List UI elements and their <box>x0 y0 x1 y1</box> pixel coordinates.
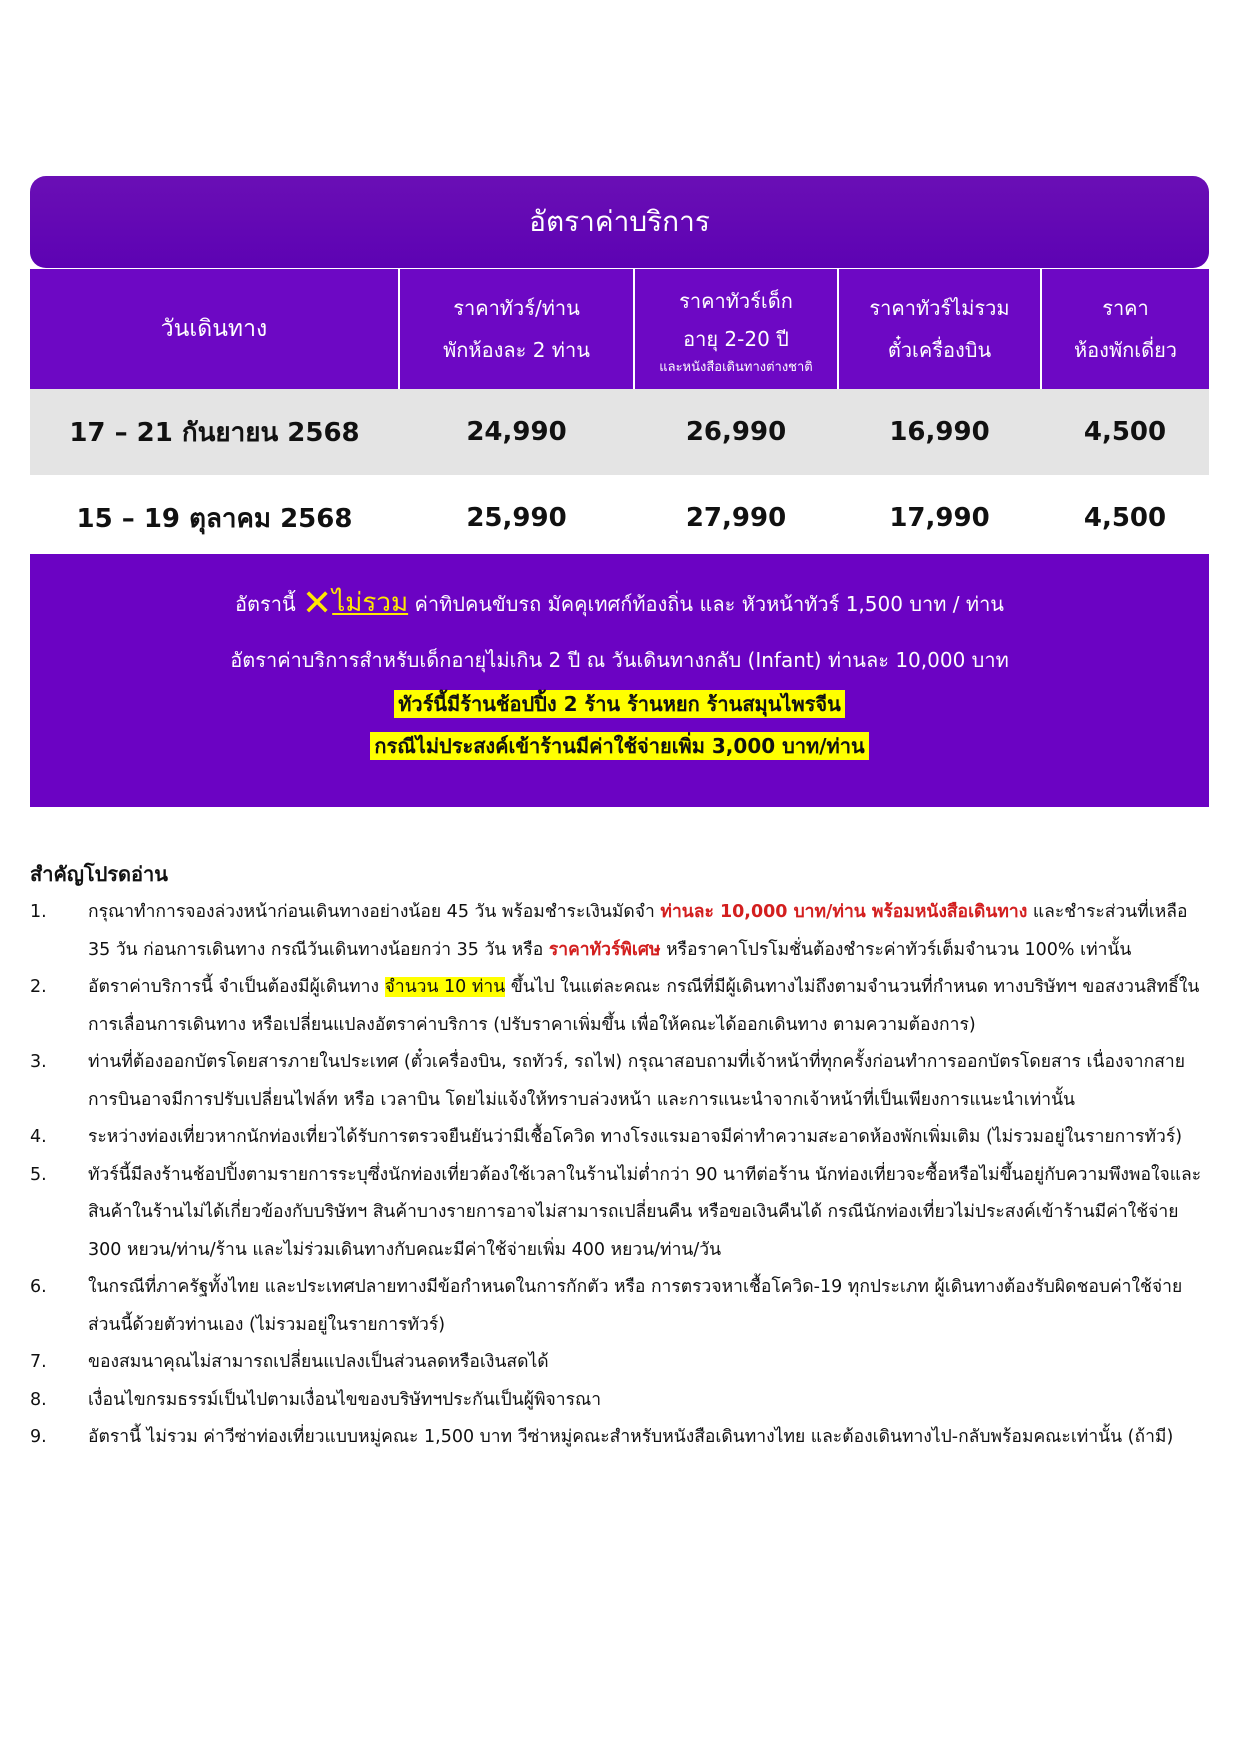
row-date: 17 – 21 กันยายน 2568 <box>30 389 399 475</box>
item-number: 7. <box>30 1352 47 1372</box>
important-list <box>30 894 1210 1457</box>
list-item <box>30 1269 1210 1344</box>
header-child-line2: อายุ 2-20 ปี <box>683 327 789 351</box>
row-adult-price: 24,990 <box>399 389 634 475</box>
item-number: 2. <box>30 977 47 997</box>
note-shopping <box>30 688 1209 720</box>
item-text: และชำระส่วนที่เหลือ 35 วัน ก่อนการเดินทาง กรณีวันเดินทางน้อยกว่า 35 วัน หรือ <box>88 902 1188 960</box>
list-item <box>30 894 1210 969</box>
item-text: ขึ้นไป ในแต่ละคณะ กรณีที่มีผู้เดินทางไม่ถึงตามจำนวนที่กำหนด ทางบริษัทฯ ขอสงวนสิทธิ์ในการเลื่อนการเดินทาง หรือเปลี่ยนแปลงอัตราค่าบริการ (ปรับราคาเพิ่มขึ้น เพื่อให้คณะได้ออกเดินทาง ตามความต้องการ) <box>88 977 1200 1035</box>
header-adult-line2: พักห้องละ 2 ท่าน <box>443 338 590 362</box>
header-noflight <box>838 269 1041 389</box>
row-single-price: 4,500 <box>1041 389 1209 475</box>
header-adult-line1: ราคาทัวร์/ท่าน <box>453 296 580 320</box>
note-not-included <box>30 582 1209 624</box>
row-noflight-price: 16,990 <box>838 389 1041 475</box>
item-number: 1. <box>30 902 47 922</box>
item-number: 5. <box>30 1164 47 1185</box>
row-single-price: 4,500 <box>1041 475 1209 561</box>
notes-box <box>30 554 1209 807</box>
item-text: อัตราค่าบริการนี้ จำเป็นต้องมีผู้เดินทาง <box>88 977 380 997</box>
note-not-included-detail: ค่าทิปคนขับรถ มัคคุเทศก์ท้องถิ่น และ หัวหน้าทัวร์ 1,500 บาท / ท่าน <box>414 592 1004 616</box>
row-noflight-price: 17,990 <box>838 475 1041 561</box>
row-date: 15 – 19 ตุลาคม 2568 <box>30 475 399 561</box>
header-noflight-line1: ราคาทัวร์ไม่รวม <box>869 296 1010 320</box>
list-item <box>30 1419 1210 1457</box>
note-infant: อัตราค่าบริการสำหรับเด็กอายุไม่เกิน 2 ปี ณ วันเดินทางกลับ (Infant) ท่านละ 10,000 บาท <box>230 648 1009 672</box>
list-item <box>30 1119 1210 1157</box>
item-number: 6. <box>30 1277 47 1297</box>
list-item <box>30 1344 1210 1382</box>
header-date <box>30 269 399 389</box>
row-child-price: 27,990 <box>634 475 838 561</box>
price-title: อัตราค่าบริการ <box>529 205 710 238</box>
header-single-line1: ราคา <box>1102 296 1149 320</box>
table-row <box>30 475 1209 561</box>
item-text: เงื่อนไขกรมธรรม์เป็นไปตามเงื่อนไขของบริษัทฯประกันเป็นผู้พิจารณา <box>88 1389 602 1410</box>
header-child-line1: ราคาทัวร์เด็ก <box>679 289 793 313</box>
header-child-line3: และหนังสือเดินทางต่างชาติ <box>659 360 813 375</box>
item-emphasis: ท่านละ 10,000 บาท/ท่าน พร้อมหนังสือเดินทาง <box>660 902 1028 922</box>
item-text: อัตรานี้ ไม่รวม ค่าวีซ่าท่องเที่ยวแบบหมู่คณะ 1,500 บาท วีซ่าหมู่คณะสำหรับหนังสือเดินทางไทย และต้องเดินทางไป-กลับพร้อมคณะเท่านั้น (ถ้ามี) <box>88 1427 1174 1447</box>
item-number: 3. <box>30 1052 47 1072</box>
close-icon: ✕ <box>302 583 333 624</box>
item-highlight: จำนวน 10 ท่าน <box>384 977 506 997</box>
price-table <box>30 269 1209 561</box>
note-not-included-label: ไม่รวม <box>332 588 409 618</box>
item-text: ในกรณีที่ภาครัฐทั้งไทย และประเทศปลายทางมีข้อกำหนดในการกักตัว หรือ การตรวจหาเชื้อโควิด-19 ทุกประเภท ผู้เดินทางต้องรับผิดชอบค่าใช้จ่ายส่วนนี้ด้วยตัวท่านเอง (ไม่รวมอยู่ในรายการทัวร์) <box>88 1277 1183 1335</box>
item-text: หรือราคาโปรโมชั่นต้องชำระค่าทัวร์เต็มจำนวน 100% เท่านั้น <box>666 939 1132 960</box>
item-number: 4. <box>30 1127 47 1147</box>
price-table-header <box>30 269 1209 389</box>
note-prefix: อัตรานี้ <box>235 592 296 616</box>
item-text: ของสมนาคุณไม่สามารถเปลี่ยนแปลงเป็นส่วนลดหรือเงินสดได้ <box>88 1352 549 1372</box>
list-item <box>30 969 1210 1044</box>
row-child-price: 26,990 <box>634 389 838 475</box>
item-text: กรุณาทำการจองล่วงหน้าก่อนเดินทางอย่างน้อย 45 วัน พร้อมชำระเงินมัดจำ <box>88 902 655 922</box>
header-child <box>634 269 838 389</box>
header-adult <box>399 269 634 389</box>
header-single <box>1041 269 1209 389</box>
item-text: ท่านที่ต้องออกบัตรโดยสารภายในประเทศ (ตั๋วเครื่องบิน, รถทัวร์, รถไฟ) กรุณาสอบถามที่เจ้าหน้าที่ทุกครั้งก่อนทำการออกบัตรโดยสาร เนื่องจากสายการบินอาจมีการปรับเปลี่ยนไฟล์ท หรือ เวลาบิน โดยไม่แจ้งให้ทราบล่วงหน้า และการแนะนำจากเจ้าหน้าที่เป็นเพียงการแนะนำเท่านั้น <box>88 1052 1185 1110</box>
item-text: ระหว่างท่องเที่ยวหากนักท่องเที่ยวได้รับการตรวจยืนยันว่ามีเชื้อโควิด ทางโรงแรมอาจมีค่าทำความสะอาดห้องพักเพิ่มเติม (ไม่รวมอยู่ในรายการทัวร์) <box>88 1127 1183 1147</box>
note-shopping-text: ทัวร์นี้มีร้านช้อปปิ้ง 2 ร้าน ร้านหยก ร้านสมุนไพรจีน <box>394 690 845 718</box>
item-emphasis: ราคาทัวร์พิเศษ <box>548 939 661 960</box>
note-shopping-fee <box>30 730 1209 762</box>
row-adult-price: 25,990 <box>399 475 634 561</box>
header-date-label: วันเดินทาง <box>160 316 268 342</box>
list-item <box>30 1157 1210 1270</box>
price-title-banner <box>30 176 1209 268</box>
item-number: 9. <box>30 1427 47 1447</box>
item-number: 8. <box>30 1389 47 1410</box>
important-title: สำคัญโปรดอ่าน <box>30 862 168 886</box>
list-item <box>30 1044 1210 1119</box>
header-noflight-line2: ตั๋วเครื่องบิน <box>887 338 992 362</box>
note-shopping-fee-text: กรณีไม่ประสงค์เข้าร้านมีค่าใช้จ่ายเพิ่ม 3,000 บาท/ท่าน <box>370 732 868 760</box>
list-item <box>30 1382 1210 1420</box>
item-text: ทัวร์นี้มีลงร้านช้อปปิ้งตามรายการระบุซึ่งนักท่องเที่ยวต้องใช้เวลาในร้านไม่ต่ำกว่า 90 นาทีต่อร้าน นักท่องเที่ยวจะซื้อหรือไม่ขึ้นอยู่กับความพึงพอใจและสินค้าในร้านไม่ได้เกี่ยวข้องกับบริษัทฯ สินค้าบางรายการอาจไม่สามารถเปลี่ยนคืน หรือขอเงินคืนได้ กรณีนักท่องเที่ยวไม่ประสงค์เข้าร้านมีค่าใช้จ่าย 300 หยวน/ท่าน/ร้าน และไม่ร่วมเดินทางกับคณะมีค่าใช้จ่ายเพิ่ม 400 หยวน/ท่าน/วัน <box>88 1164 1202 1260</box>
header-single-line2: ห้องพักเดี่ยว <box>1073 338 1178 362</box>
table-row <box>30 389 1209 475</box>
